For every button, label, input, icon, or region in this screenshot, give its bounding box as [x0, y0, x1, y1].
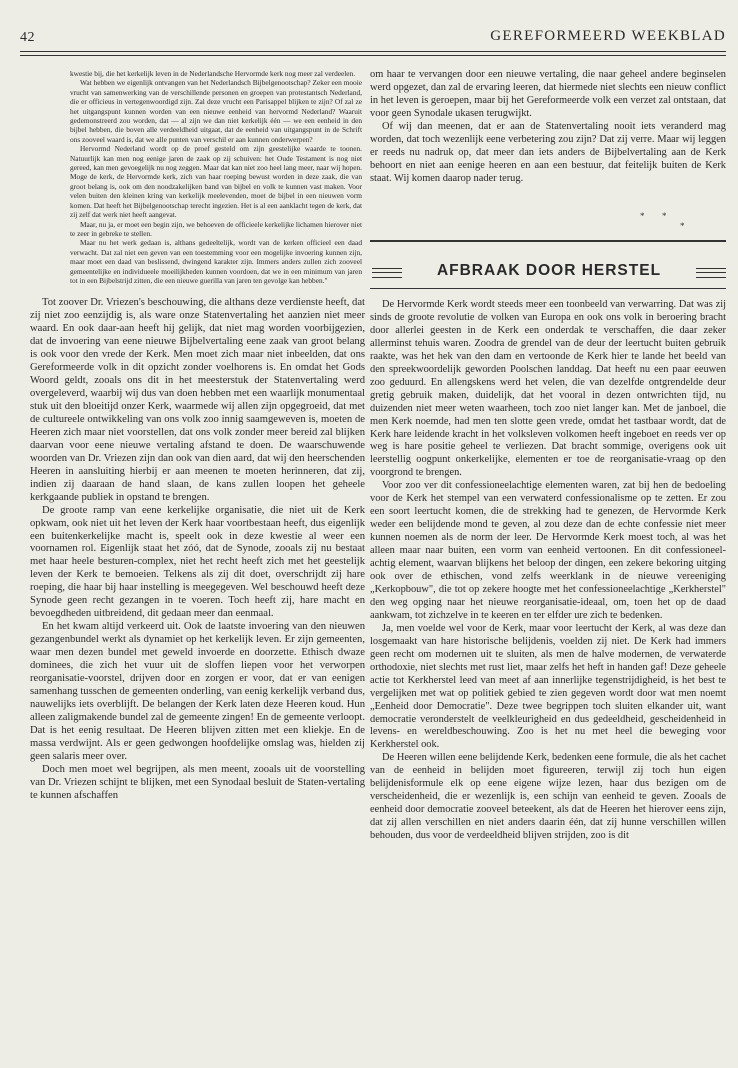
- quote-paragraph: Wat hebben we eigenlijk ontvangen van het Nederlandsch Bijbelgenootschap? Zeker een mooie vrucht van samenwerking van de verschillende personen en groepen van protestantsch Nederland, die er officieus in vertegenwoordigd zijn. Zal deze vrucht een Parisappel blijken te zijn? Of zal ze het uitgangspunt kunnen worden van een nieuwe eenheid van hervormd Nederland? Waaruit gedemonstreerd zou worden, dat — al zijn we dan niet kerkelijk één — we een eenheid in den bijbel hebben, die boven alle verdeeldheid uitgaat, dat de eenheid van uitgangspunt in de Schrift ons zooveel waard is, dat we alle punten van verschil er aan kunnen onderwerpen?: [70, 78, 362, 144]
- right-column-article: [370, 299, 726, 843]
- body-paragraph: De groote ramp van eene kerkelijke organisatie, die niet uit de Kerk opkwam, ook niet uit het leven der Kerk haar voortbestaan heeft, dus eigenlijk een buitenkerkelijke macht is, speelt ook in deze kwestie al weer een voornamen rol. Eigenlijk staat het zóó, dat de Synode, zooals zij nu bestaat met haar heele besturen-complex, niet het recht heeft zich met het geestelijk leven der Kerk te bemoeien. Telkens als zij dit doet, overschrijdt zij hare roeping, die haar bij haar instelling is meegegeven. Wel beschouwd heeft deze Synode geen recht gezangen in te voeren. Toch heeft zij, hare macht en bevoegdheden uitbreidend, dit gedaan meer dan eenmaal.: [30, 504, 365, 620]
- section-rule-top: [370, 240, 726, 242]
- header-rule-bottom: [20, 55, 726, 56]
- section-heading: [370, 254, 726, 294]
- quoted-passage: [30, 69, 362, 285]
- quote-paragraph: Hervormd Nederland wordt op de proef gesteld om zijn geestelijke waarde te toonen. Natuurlijk kan men nog eenige jaren de zaak op zij schuiven: het Oude Testament is nog niet gereed, kan men gevoegelijk nu nog zeggen. Maar dat kan niet zoo heel lang meer, naar wij hopen. Moge de kerk, de Hervormde kerk, zich van haar roeping bewust worden in deze zaak, die van groot belang is, ook om den noodzakelijken band van bijbel en volk te kunnen vast maken. Voor velen buiten den kleinen kring van kerkelijk meelevenden, moet de bijbel in een nieuwen vorm komen. Dat heeft het Bijbelgenootschap terecht ingezien. Het is al een aanklacht tegen de kerk, dat zij zelf dat werk niet heeft aangevat.: [70, 144, 362, 220]
- body-paragraph: Tot zoover Dr. Vriezen's beschouwing, die althans deze verdienste heeft, dat zij niet zoo eenzijdig is, als ware onze Statenvertaling het aanzien niet meer waard. En ook daar-aan heeft hij gelijk, dat niet mag worden voorbijgezien, dat de invoering van eene nieuwe Bijbelvertaling eene zaak van groot belang is ook voor den vrede der Kerk. Men moet zich maar niet inbeelden, dat ons Gereformeerde volk in dit opzicht zonder voelhorens is. En omdat het Gods Woord geldt, zooals ons dit in het meesterstuk der Statenvertaling werd overgeleverd, waarbij wij dus van doen hebben met een waarlijk monumentaal stuk uit den bloeitijd onzer Kerk, waarmede wij allen zijn opgegroeid, dat met de cultureele ontwikkeling van ons volk zoo innig saamgeweven is, moeten de Heeren zich maar niet voorstellen, dat ons volk zonder meer bereid zal blijken daarvan voor eene nieuwe vertaling afstand te doen. De waarschuwende woorden van Dr. Vriezen zijn dan ook van dien aard, dat wij den heerschenden Heeren in aansluiting hierbij er aan meenen te moeten herinneren, dat zij, indien zij daaraan de hand slaan, de kans zullen loopen het geheele kerkgaande publiek in opstand te brengen.: [30, 297, 365, 503]
- body-paragraph: En het kwam altijd verkeerd uit. Ook de laatste invoering van den nieuwen gezangenbundel werkt als dynamiet op het kerkelijk leven. Er zijn gemeenten, waar men dezen bundel met geweld invoerde en doorzette. Ethisch dwaze dominees, die zich het vuur uit de sloffen liepen voor het verworpen reorganisatie-voorstel, drijven door en zorgen er voor, dat er van eenigen samenhang tusschen de gemeenten onderling, van eenig kerkelijk verband dus, nauwelijks iets overblijft. De belangen der Kerk laten deze Heeren koud. Hun alleen zaligmakende bundel zal de gemeente zingen! En de gemeente verloopt. Dat is het eenig resultaat. De Heeren blijven zitten met een kliekje. En de massa verdwijnt. Als er geen gedwongen hoofdelijke omslag was, hielden zij geen salaris meer over.: [30, 621, 365, 762]
- heading-ornament-right: [696, 268, 726, 278]
- heading-ornament-left: [372, 268, 402, 278]
- section-separator-asterisks: * * *: [640, 211, 685, 231]
- header-rule-top: [20, 51, 726, 52]
- left-column: [30, 69, 365, 803]
- right-column-top: [370, 69, 726, 186]
- page-number: 42: [20, 30, 35, 45]
- body-paragraph: Ja, men voelde wel voor de Kerk, maar voor leertucht der Kerk, al was deze dan losgemaakt van hare historische belijdenis, voelden zij niet. De Kerk had immers geen recht om modernen uit te sluiten, als men de halve modernen, de verwaterde orthodoxie, niet slechts met rust liet, maar zelfs het heft in handen gaf! Deze geheele actie tot Kerkherstel leed van meet af aan innerlijke tegenstrijdigheid, is het best te vergelijken met wat op politiek gebied te zien gegeven wordt door wat men noemt „Eenheid door Democratie". Deze twee begrippen toch sluiten elkander uit, want democratie veronderstelt de veelkleurigheid en dus gedeeldheid, gescheidenheid in levens- en wereldbeschouwing. Zoo is het nu met heel die beweging voor Kerkherstel ook.: [370, 622, 726, 751]
- section-rule-bottom: [370, 288, 726, 289]
- main-text: [30, 297, 365, 802]
- body-paragraph: De Hervormde Kerk wordt steeds meer een toonbeeld van verwarring. Dat was zij sinds de groote revolutie de volken van Europa en ook ons volk in beroering bracht door allerlei geesten in de Kerk een onderdak te verschaffen, die daar zeker allerminst tehuis waren. Zoodra de grendel van de deur der leertucht buiten gebruik raakte, was het hek van den dam en vertoonde de Kerk hier te lande het beeld van den spreekwoordelijk geworden Poolschen landdag. Dat heeft nu een paar eeuwen zoo geduurd. En allengskens werd het velen, die van dezelfde ontgrendelde deur gretig gebruik maken, duidelijk, dat het vooral in dezen ontwrichten tijd, nu duizenden niet meer weten waarheen, toch zoo niet langer kan. Met de janboel, die men Kerk noemde, had men ten slotte geen vrede, omdat het tastbaar wordt, dat de Kerk hare leidende kracht in het volksleven volkomen heeft ingeboet en reeds ver op weg is hare positie geheel te verliezen. Dat bracht sommige, overigens ook uit leerstellig oogpunt onkerkelijke, elementen er toe de reorganisatie-vraag op den voorgrond te brengen.: [370, 299, 726, 479]
- body-paragraph: om haar te vervangen door een nieuwe vertaling, die naar geheel andere beginselen werd opgezet, dan zal de ervaring leeren, dat hiermede niet slechts een nieuw conflict in het leven is geroepen, maar bij het Gereformeerde volk een verzet zal ontstaan, dat voor geen Synodale ukasen terugwijkt.: [370, 69, 726, 119]
- quote-paragraph: Maar, nu ja, er moet een begin zijn, we behoeven de officieele kerkelijke lichamen hierover niet te zeer in gebreke te stellen.: [70, 219, 362, 238]
- quote-paragraph: kwestie bij, die het kerkelijk leven in de Nederlandsche Hervormde kerk nog meer zal verdeelen.: [70, 69, 356, 78]
- quote-paragraph: Maar nu het werk gedaan is, althans gedeeltelijk, wordt van de kerken officieel een daad verwacht. Dat zal niet een geven van een toestemming voor een mogelijke invoering kunnen zijn, maar moet een daad van beslissend, dwingend karakter zijn. Immers anders zullen zich zooveel gemeentelijke en individueele moeilijkheden kunnen voordoen, dat we in een minimum van jaren tot in een Bijbelstrijd zitten, die een nieuwe guerilla van jaren ten gevolge kan hebben.": [70, 238, 362, 285]
- body-paragraph: Voor zoo ver dit confessioneelachtige elementen waren, zat bij hen de bedoeling voor de Kerk het stempel van een verwaterd confessionalisme op te zetten. Er zou een soort leertucht komen, die de strekking had te genezen, de Hervormde Kerk weder een belijdende mond te geven, al zou deze dan de echte confessie niet meer kunnen noemen als de norm der leer. De Hervormde Kerk moest toch, al was het alleen maar naar buiten, een vorm van eenheid vertoonen. En dit confessioneel-achtig element, waarvan blijkens het beloop der dingen, een zekere bekoring uitging ook over de ethischen, vond zelfs weerklank in de nieuwe vereeniging „Kerkopbouw", die tot op zekere hoogte met het confessioneelachtige „Kerkherstel" den weg opging naar het nieuwe reorganisatie-ideaal, om, toen het op de daad aankwam, tot zichzelve in te keeren en ter elfder ure zich te bedenken.: [370, 480, 726, 621]
- body-paragraph: Doch men moet wel begrijpen, als men meent, zooals uit de voorstelling van Dr. Vriezen schijnt te blijken, met een Synodaal besluit de Staten-vertaling te kunnen afschaffen: [30, 763, 365, 801]
- body-paragraph: Of wij dan meenen, dat er aan de Statenvertaling nooit iets veranderd mag worden, dat toch wezenlijk eene verbetering zou zijn? Dat zij verre. Maar wij leggen er reeds nu nadruk op, dat meer dan iets anders de Bijbelvertaling aan de Kerk behoort en niet aan eenige heeren en aan een bestuur, dat feitelijk buiten de Kerk staat. Wij komen daarop nader terug.: [370, 120, 726, 184]
- journal-title: GEREFORMEERD WEEKBLAD: [490, 28, 726, 44]
- section-title: AFBRAAK DOOR HERSTEL: [436, 262, 662, 279]
- body-paragraph: De Heeren willen eene belijdende Kerk, bedenken eene formule, die als het cachet van de eenheid in belijden moet figureeren, terwijl zij toch hun eigen belijdenisformule elk op eene eigene wijze lezen, haar dus bezigen om de verscheidenheid, die er wezenlijk is, een schijn van eenheid te geven. Zooals de eenheid door democratie zooveel beteekent, als dat de Heeren het hierover eens zijn, dat zij allen verschillen en niet anders daarin één, dat zij hunne verschillen willen behouden, dus voor de verdeeldheid blijven strijden, zoo is dit: [370, 752, 726, 842]
